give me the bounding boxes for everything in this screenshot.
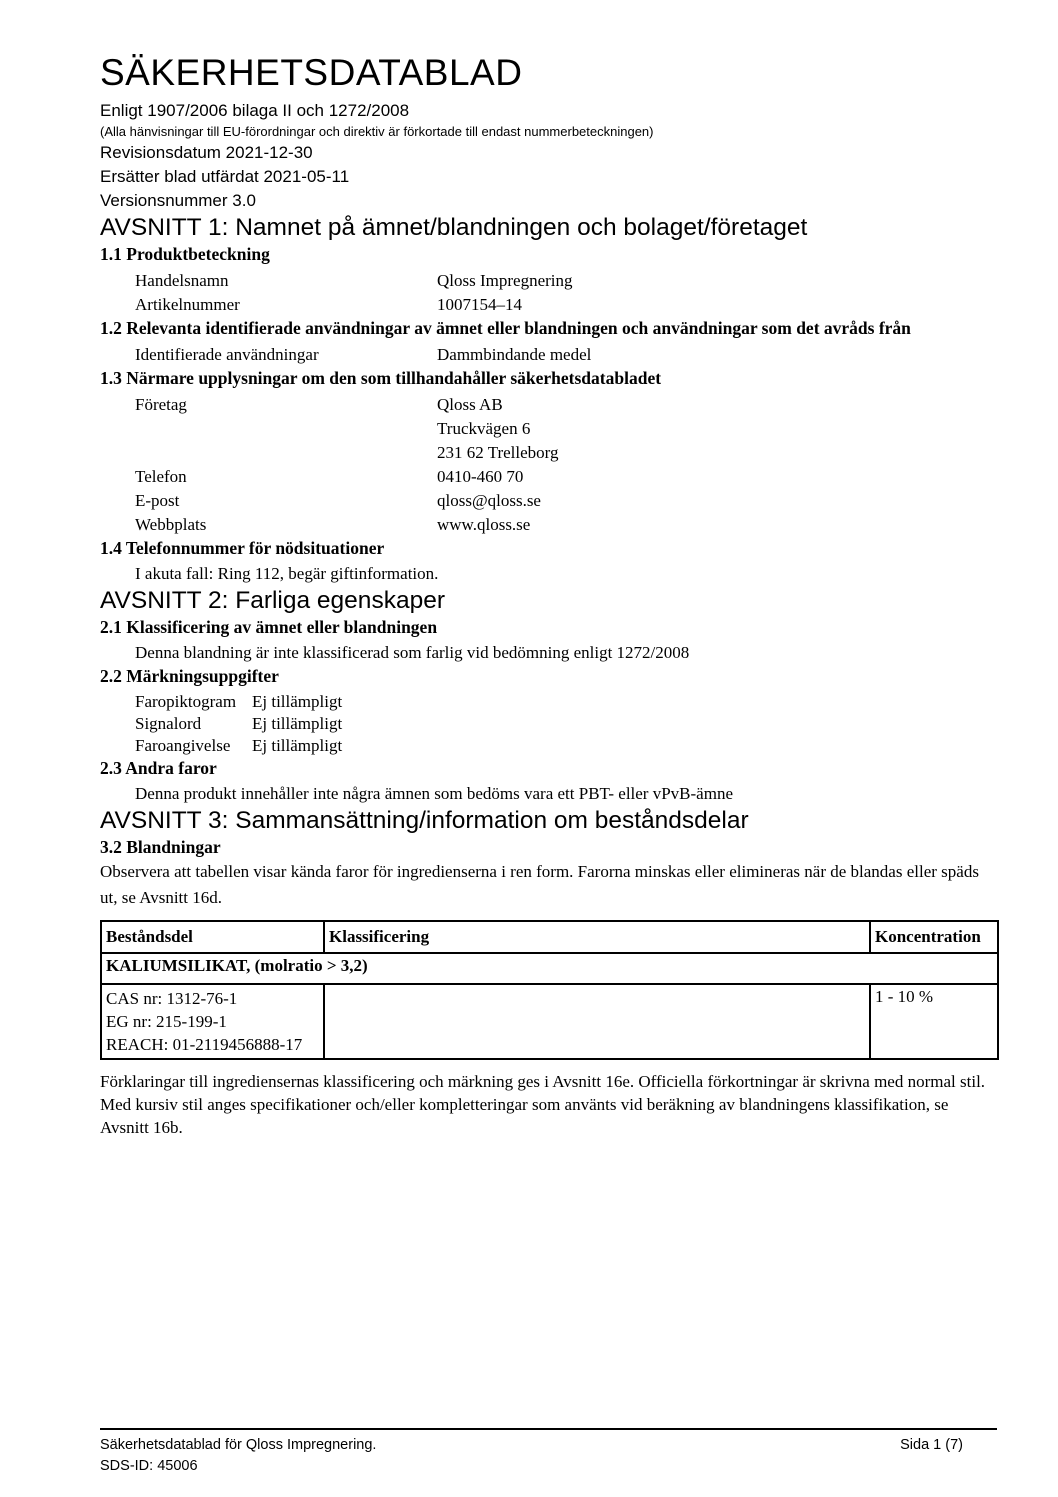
field-row-signalord bbox=[135, 713, 997, 735]
field-label bbox=[135, 441, 437, 465]
field-label: Företag bbox=[135, 395, 187, 414]
field-label: Signalord bbox=[135, 714, 202, 733]
table-header-koncentration: Koncentration bbox=[870, 921, 998, 953]
field-value: Qloss AB bbox=[437, 395, 503, 414]
field-value: 231 62 Trelleborg bbox=[437, 443, 559, 462]
mixtures-intro-paragraph: Observera att tabellen visar kända faror för ingredienserna i ren form. Farorna minskas eller elimineras när de blandas eller späds ut, se Avsnitt 16d. bbox=[100, 862, 979, 907]
revision-date-line: Revisionsdatum 2021-12-30 bbox=[100, 143, 313, 162]
subsection-3-2-heading: 3.2 Blandningar bbox=[100, 837, 221, 857]
field-value: 1007154–14 bbox=[437, 295, 522, 314]
field-row-epost bbox=[135, 489, 997, 513]
section-2-title: AVSNITT 2: Farliga egenskaper bbox=[100, 587, 445, 614]
subsection-1-2-heading: 1.2 Relevanta identifierade användningar av ämnet eller blandningen och användningar som det avråds från bbox=[100, 318, 911, 338]
field-row-faroangivelse bbox=[135, 735, 997, 757]
subsection-2-1-heading: 2.1 Klassificering av ämnet eller blandningen bbox=[100, 617, 438, 637]
reach-number: REACH: 01-2119456888-17 bbox=[106, 1035, 303, 1054]
section-1-title: AVSNITT 1: Namnet på ämnet/blandningen och bolaget/företaget bbox=[100, 214, 808, 241]
emergency-phone-text: I akuta fall: Ring 112, begär giftinformation. bbox=[135, 564, 439, 583]
field-row-handelsnamn bbox=[135, 269, 997, 293]
document-title: SÄKERHETSDATABLAD bbox=[100, 52, 523, 93]
field-row-webbplats bbox=[135, 513, 997, 537]
field-label bbox=[135, 417, 437, 441]
field-row-faropiktogram bbox=[135, 691, 997, 713]
field-row-address-city bbox=[135, 441, 997, 465]
classification-text: Denna blandning är inte klassificerad som farlig vid bedömning enligt 1272/2008 bbox=[135, 643, 690, 662]
table-header-klassificering: Klassificering bbox=[324, 921, 870, 953]
regulation-subtitle: Enligt 1907/2006 bilaga II och 1272/2008 bbox=[100, 101, 410, 120]
eg-number: EG nr: 215-199-1 bbox=[106, 1012, 227, 1031]
footer-page-number: Sida 1 (7) bbox=[900, 1437, 963, 1453]
field-value: 0410-460 70 bbox=[437, 467, 524, 486]
table-header-bestandsdel: Beståndsdel bbox=[101, 921, 324, 953]
subsection-1-4-heading: 1.4 Telefonnummer för nödsituationer bbox=[100, 538, 385, 558]
product-identification-fields bbox=[100, 269, 997, 317]
ingredients-table bbox=[100, 920, 999, 1060]
field-label: Webbplats bbox=[135, 515, 207, 534]
substance-identifiers-cell bbox=[101, 984, 324, 1059]
cas-number: CAS nr: 1312-76-1 bbox=[106, 989, 238, 1008]
field-label: Artikelnummer bbox=[135, 295, 240, 314]
field-label: Identifierade användningar bbox=[135, 345, 319, 364]
field-label: Faropiktogram bbox=[135, 692, 237, 711]
field-label: Telefon bbox=[135, 467, 187, 486]
field-value: Ej tillämpligt bbox=[252, 692, 343, 711]
field-row-identifierade-anvandningar bbox=[135, 343, 997, 367]
field-value: Qloss Impregnering bbox=[437, 271, 573, 290]
other-hazards-text: Denna produkt innehåller inte några ämnen som bedöms vara ett PBT- eller vPvB-ämne bbox=[135, 784, 733, 803]
field-value: Ej tillämpligt bbox=[252, 736, 343, 755]
field-value: qloss@qloss.se bbox=[437, 491, 541, 510]
version-number-line: Versionsnummer 3.0 bbox=[100, 191, 256, 210]
field-value: Ej tillämpligt bbox=[252, 714, 343, 733]
subsection-2-2-heading: 2.2 Märkningsuppgifter bbox=[100, 666, 279, 686]
classification-explanation-paragraph: Förklaringar till ingrediensernas klassificering och märkning ges i Avsnitt 16e. Officiella förkortningar är skrivna med normal stil. Med kursiv stil anges specifikationer och/eller kompletteringar som använts vid beräkning av blandningens klassifikation, se Avsnitt 16b. bbox=[100, 1072, 986, 1137]
footer-document-name: Säkerhetsdatablad för Qloss Impregnering. bbox=[100, 1437, 377, 1453]
identified-uses-fields bbox=[100, 343, 997, 367]
field-value: Truckvägen 6 bbox=[437, 419, 531, 438]
table-header-row bbox=[101, 921, 998, 953]
field-value: Dammbindande medel bbox=[437, 345, 592, 364]
replaces-line: Ersätter blad utfärdat 2021-05-11 bbox=[100, 167, 350, 186]
abbreviation-note: (Alla hänvisningar till EU-förordningar och direktiv är förkortade till endast nummerbeteckningen) bbox=[100, 124, 654, 139]
field-row-telefon bbox=[135, 465, 997, 489]
substance-detail-row bbox=[101, 984, 998, 1059]
labelling-fields bbox=[100, 691, 997, 757]
field-row-address-street bbox=[135, 417, 997, 441]
subsection-1-1-heading: 1.1 Produktbeteckning bbox=[100, 244, 270, 264]
substance-name-cell: KALIUMSILIKAT, (molratio > 3,2) bbox=[101, 953, 998, 984]
section-3-title: AVSNITT 3: Sammansättning/information om beståndsdelar bbox=[100, 807, 749, 834]
field-row-artikelnummer bbox=[135, 293, 997, 317]
field-value: www.qloss.se bbox=[437, 515, 531, 534]
subsection-2-3-heading: 2.3 Andra faror bbox=[100, 758, 217, 778]
field-label: Faroangivelse bbox=[135, 736, 231, 755]
classification-cell bbox=[324, 984, 870, 1059]
field-row-foretag bbox=[135, 393, 997, 417]
document-content bbox=[100, 0, 997, 1139]
concentration-cell: 1 - 10 % bbox=[870, 984, 998, 1059]
supplier-fields bbox=[100, 393, 997, 537]
field-label: E-post bbox=[135, 491, 180, 510]
substance-name-row bbox=[101, 953, 998, 984]
footer-sds-id: SDS-ID: 45006 bbox=[100, 1458, 198, 1474]
footer-top-row bbox=[100, 1435, 997, 1456]
page-footer bbox=[100, 1428, 997, 1477]
field-label: Handelsnamn bbox=[135, 271, 229, 290]
subsection-1-3-heading: 1.3 Närmare upplysningar om den som tillhandahåller säkerhetsdatabladet bbox=[100, 368, 662, 388]
